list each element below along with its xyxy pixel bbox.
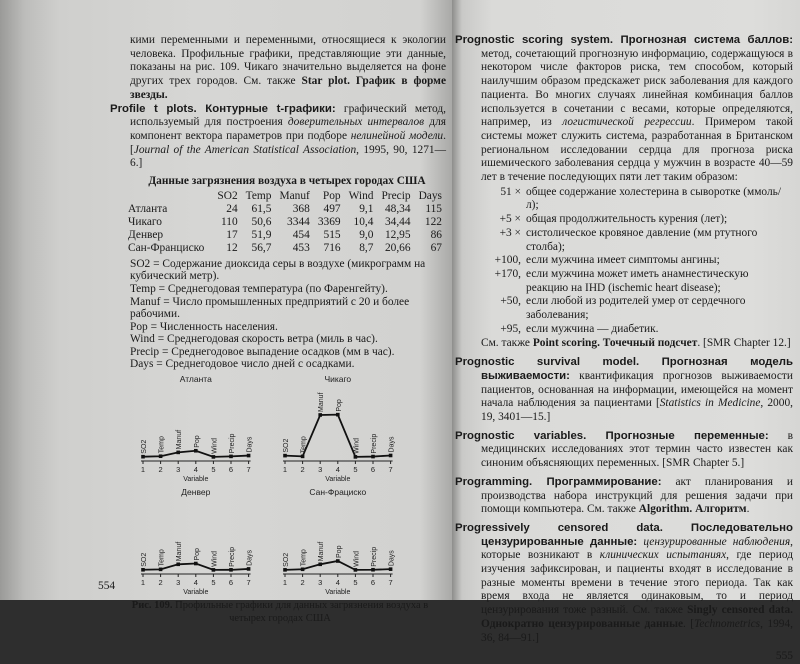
x-tick-label: 4 (335, 465, 340, 475)
score-factor: систолическое кровяное давление (мм ртутного столба); (526, 226, 758, 253)
table-cell: 12,95 (384, 228, 411, 241)
entry-text: квантификация прогнозов выживаемости пациентов, основанная на информации, имеющейся на момент начала наблюдения за пациентами [ (481, 369, 793, 410)
table-cell: 48,34 (384, 202, 411, 215)
point-label: Temp (300, 549, 308, 567)
table-cell: 110 (221, 215, 238, 228)
table-cell: 12 (226, 241, 238, 254)
city-name: Чикаго (128, 215, 162, 228)
x-axis-label: Variable (325, 589, 351, 597)
data-point (141, 568, 145, 572)
entry-prognostic-survival-model (455, 356, 793, 425)
data-point (229, 455, 233, 459)
entry-heading: Programming. Программирование: (455, 475, 662, 488)
table-cell: 56,7 (251, 241, 272, 254)
x-tick-label: 2 (158, 578, 163, 588)
entry-text: , 1994, 36, 84—91.] (481, 617, 793, 644)
data-point (176, 451, 180, 455)
x-tick-label: 1 (282, 465, 288, 475)
cross-reference: Point scoring. Точечный подсчет (532, 337, 698, 350)
point-label: Temp (300, 436, 308, 454)
legend-line: Days = Среднегодовое число дней с осадками. (130, 358, 355, 371)
entry-text: . Примером такой системы может служить система, разработанная в Британском региональном исследовании сердца для прогноза риска ишемического заболевания сердца у мужчин в возрасте 40—59 лет в течение последующих пяти лет таким образом: (481, 116, 793, 184)
data-point (283, 568, 287, 572)
list-item (481, 323, 793, 337)
data-point (247, 454, 251, 458)
entry-text: . (746, 503, 750, 516)
col-header: Temp (245, 189, 272, 202)
entry-italic: клинических испытаниях (599, 549, 727, 562)
profile-chart-1 (283, 374, 396, 483)
pollution-table (128, 190, 446, 255)
data-point (194, 562, 198, 566)
score-weight: +170, (494, 267, 521, 280)
data-point (318, 413, 322, 417)
chart-title: Денвер (181, 487, 211, 498)
entry-prognostic-scoring-system (455, 34, 793, 185)
entry-italic: логистической регрессии (562, 116, 692, 129)
score-list (481, 186, 793, 337)
table-cell: 453 (292, 241, 310, 254)
x-axis-label: Variable (183, 589, 209, 597)
x-tick-label: 5 (353, 465, 358, 475)
entry-profile-t-plots (110, 103, 446, 172)
table-cell: 86 (430, 228, 442, 241)
point-label: Pop (335, 545, 343, 559)
data-point (159, 455, 163, 459)
table-cell: 497 (323, 202, 341, 215)
point-label: Manuf (176, 541, 184, 562)
point-label: Precip (229, 547, 236, 567)
table-cell: 50,6 (251, 215, 272, 228)
point-label: Days (388, 436, 396, 453)
table-cell: 17 (226, 228, 238, 241)
table-cell: 122 (424, 215, 442, 228)
point-label: Pop (193, 548, 201, 561)
point-label: SO2 (141, 439, 148, 454)
col-header: SO2 (217, 189, 238, 202)
entry-text: , 2000, 19, 3401—15.] (481, 397, 793, 423)
data-point (301, 568, 305, 572)
data-point (354, 455, 358, 459)
list-item (481, 213, 793, 227)
table-cell: 20,66 (384, 241, 411, 254)
col-header: Wind (348, 189, 374, 202)
table-cell: 368 (292, 202, 310, 215)
figure-caption (130, 599, 430, 625)
col-header: Pop (322, 189, 341, 202)
data-point (354, 568, 358, 572)
point-label: Days (388, 550, 396, 567)
table-row (128, 216, 446, 229)
x-tick-label: 5 (211, 465, 216, 475)
entry-text: метод, сочетающий прогнозную информацию, содержащуюся в некотором числе факторов риска, тем способом, который наилучшим образом предскажет риск заболевания для каждого пациента. Во многих случаях линейная комбинация баллов используется в сочетании с весами, которые определяются, например, из (481, 47, 793, 129)
entry-text: . [ (130, 129, 446, 156)
entry-italic: нелинейной модели (350, 129, 444, 142)
data-point (141, 455, 145, 459)
x-tick-label: 5 (353, 578, 358, 588)
point-label: Pop (193, 435, 201, 448)
table-cell: 3369 (317, 215, 341, 228)
x-tick-label: 2 (300, 465, 305, 475)
table-header-row (128, 190, 446, 203)
x-tick-label: 4 (193, 578, 198, 588)
entry-programming (455, 476, 793, 517)
table-cell: 716 (323, 241, 341, 254)
entry-prognostic-variables (455, 430, 793, 471)
point-label: Precip (371, 433, 378, 454)
score-weight: +3 × (499, 226, 521, 239)
point-label: Wind (211, 551, 219, 567)
data-point (301, 455, 305, 459)
x-axis-label: Variable (325, 476, 351, 484)
table-cell: 10,4 (353, 215, 374, 228)
x-tick-label: 7 (246, 578, 251, 588)
chart-title: Сан-Фрациско (309, 487, 367, 498)
data-point (229, 568, 233, 572)
list-item (481, 227, 793, 254)
data-point (389, 567, 393, 571)
x-tick-label: 4 (193, 465, 198, 475)
intro-paragraph (110, 34, 446, 103)
entry-italic: Technometrics (694, 617, 761, 630)
point-label: Wind (353, 551, 361, 567)
x-tick-label: 7 (388, 465, 393, 475)
score-weight: +95, (500, 322, 521, 335)
x-tick-label: 6 (370, 578, 376, 588)
point-label: Wind (211, 438, 219, 454)
entry-heading: Prognostic survival model. Прогнозная модель выживаемости: (455, 356, 793, 382)
data-point (371, 455, 375, 459)
legend-line: SO2 = Содержание диоксида серы в воздухе (микрограмм на кубический метр). (130, 257, 426, 283)
caption-label: Рис. 109. (131, 600, 173, 612)
x-tick-label: 6 (228, 465, 234, 475)
entry-text: , 1995, 90, 1271—6.] (130, 143, 446, 170)
point-label: Manuf (318, 392, 326, 413)
caption-text: Профильные графики для данных загрязнения воздуха в четырех городах США (172, 600, 429, 625)
entry-text: графический метод, используемый для построения (130, 102, 446, 129)
list-item (481, 186, 793, 213)
point-label: SO2 (283, 552, 290, 567)
point-label: Wind (353, 437, 361, 454)
score-factor: если мужчина имеет симптомы ангины; (526, 254, 720, 267)
data-point (371, 568, 375, 572)
chart-title: Чикаго (324, 374, 352, 385)
point-label: Temp (158, 549, 166, 567)
table-cell: 61,5 (251, 202, 272, 215)
entry-italic: доверительных интервалов (287, 116, 425, 129)
x-tick-label: 3 (318, 465, 323, 475)
table-cell: 24 (226, 202, 238, 215)
x-axis-label: Variable (183, 476, 209, 484)
entry-text: в медицинских исследованиях этот термин часто известен как синоним объясняющих переменных. [SMR Chapter 5.] (481, 429, 793, 470)
point-label: Days (246, 436, 254, 453)
point-label: SO2 (141, 552, 148, 567)
profile-chart-3 (283, 487, 396, 596)
profile-chart-2 (141, 487, 254, 596)
data-point (212, 568, 216, 572)
point-label: Precip (229, 433, 236, 454)
table-cell: 67 (430, 241, 442, 254)
data-point (194, 449, 198, 453)
entry-italic: Statistics in Medicine (659, 397, 761, 410)
table-cell: 454 (292, 228, 310, 241)
entry-text: . [SMR Chapter 12.] (697, 337, 791, 350)
score-factor: если мужчина — диабетик. (526, 322, 659, 335)
score-weight: +100, (494, 254, 521, 267)
right-column (455, 34, 793, 664)
data-point (283, 454, 287, 458)
table-row (128, 203, 446, 216)
page-number-right: 555 (775, 650, 793, 663)
x-tick-label: 1 (282, 578, 288, 588)
cross-reference: Star plot. График в форме звезды. (130, 75, 447, 101)
score-weight: +50, (500, 295, 521, 308)
city-name: Денвер (128, 228, 164, 241)
x-tick-label: 2 (300, 578, 305, 588)
x-tick-label: 6 (228, 578, 234, 588)
x-tick-label: 3 (176, 465, 181, 475)
point-label: Pop (335, 399, 343, 412)
legend-line: Manuf = Число промышленных предприятий с 20 и более рабочими. (130, 295, 410, 321)
cross-reference: Algorithm. Алгоритм (638, 503, 747, 516)
legend-line: Pop = Численность населения. (130, 320, 278, 333)
point-label: SO2 (283, 438, 290, 453)
score-factor: если любой из родителей умер от сердечного заболевания; (526, 295, 746, 322)
data-point (176, 563, 180, 567)
score-factor: общее содержание холестерина в сыворотке (ммоль/л); (526, 185, 782, 212)
data-point (212, 455, 216, 459)
profile-chart-0 (141, 374, 254, 483)
profile-charts (100, 373, 450, 599)
data-point (389, 454, 393, 458)
col-header: Precip (381, 189, 411, 202)
point-label: Precip (371, 546, 378, 567)
entry-heading: Profile t plots. Контурные t-графики: (110, 102, 336, 115)
entry-progressively-censored-data (455, 522, 793, 645)
entry-text: , которые возникают в (481, 535, 793, 562)
legend-line: Wind = Среднегодовая скорость ветра (миль в час). (130, 333, 378, 346)
x-tick-label: 2 (158, 465, 163, 475)
page-number-left: 554 (98, 580, 116, 592)
city-name: Атланта (128, 202, 168, 215)
score-factor: если мужчина может иметь анамнестическую реакцию на IHD (ischemic heart disease); (526, 267, 749, 294)
point-label: Days (246, 550, 254, 566)
col-header (128, 190, 213, 203)
x-tick-label: 3 (176, 578, 181, 588)
entry-text: . [ (683, 617, 695, 630)
data-point (318, 563, 322, 567)
list-item (481, 268, 793, 295)
table-cell: 8,7 (359, 241, 374, 254)
score-factor: общая продолжительность курения (лет); (526, 213, 728, 226)
table-cell: 515 (323, 228, 341, 241)
intro-text: кими переменными и переменными, относящиеся к экологии человека. Профильные графики, представляющие эти данные, показаны на рис. 109. Чикаго значительно выделяется на фоне других трех городов. См. также (130, 34, 446, 88)
entry-heading: Prognostic variables. Прогнозные переменные: (455, 429, 769, 442)
table-cell: 9,0 (359, 228, 374, 241)
x-tick-label: 3 (318, 578, 323, 588)
entry-heading: Progressively censored data. Последовательно цензурированные данные: (455, 521, 793, 548)
table-title: Данные загрязнения воздуха в четырех городах США (148, 175, 426, 188)
see-also (455, 337, 793, 351)
legend-line: Precip = Среднегодовое выпадение осадков (мм в час). (130, 345, 395, 358)
point-label: Temp (158, 436, 166, 454)
col-header: Days (418, 189, 442, 202)
x-tick-label: 1 (140, 465, 146, 475)
entry-heading: Prognostic scoring system. Прогнозная система баллов: (455, 34, 793, 46)
entry-italic: Journal of the American Statistical Association (133, 143, 357, 156)
data-point (336, 559, 340, 563)
x-tick-label: 7 (388, 578, 393, 588)
table-cell: 115 (425, 202, 442, 215)
x-tick-label: 5 (211, 578, 216, 588)
variable-legend (110, 258, 446, 371)
table-cell: 34,44 (384, 215, 411, 228)
point-label: Manuf (318, 541, 326, 562)
entry-text: акт планирования и производства набора инструкций для решения задачи при помощи компьютера. См. также (481, 475, 793, 516)
score-weight: +5 × (499, 213, 521, 226)
data-point (247, 567, 251, 571)
chart-title: Атланта (179, 374, 212, 385)
data-point (159, 568, 163, 572)
legend-line: Temp = Среднегодовая температура (по Фаренгейту). (130, 282, 388, 295)
list-item (481, 254, 793, 268)
left-column (110, 34, 446, 625)
entry-italic: цензурированные наблюдения (643, 535, 791, 548)
x-tick-label: 4 (335, 578, 340, 588)
cross-reference: Singly censored data. Однократно цензурированные данные (481, 604, 793, 630)
table-cell: 3344 (287, 215, 310, 228)
city-name: Сан-Франциско (128, 241, 205, 254)
data-point (336, 413, 340, 417)
table-row (128, 242, 446, 255)
col-header: Manuf (279, 189, 310, 202)
list-item (481, 295, 793, 322)
table-cell: 51,9 (251, 228, 272, 241)
point-label: Manuf (176, 429, 184, 450)
table-cell: 9,1 (359, 202, 374, 215)
x-tick-label: 6 (370, 465, 376, 475)
x-tick-label: 1 (140, 578, 146, 588)
entry-text: , где период изучения зафиксирован, и пациенты входят в исследование в разные моменты времени в течение этого периода. Так как время входа не является одинаковым, то и период цензурирования тоже разный. См. также (481, 549, 793, 617)
entry-text: для компонент вектора параметров при подборе (130, 116, 446, 142)
table-row (128, 229, 446, 242)
x-tick-label: 7 (246, 465, 251, 475)
entry-text: См. также (481, 337, 533, 350)
score-weight: 51 × (500, 185, 521, 198)
